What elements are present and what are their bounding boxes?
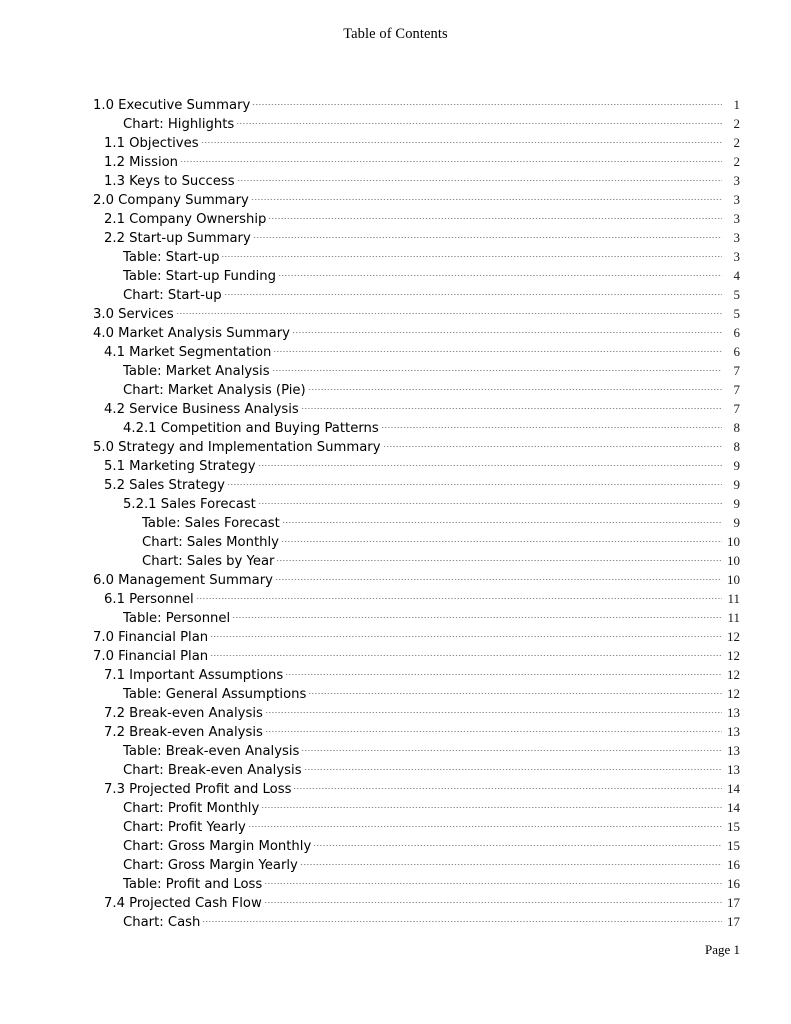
page-footer: Page 1 [704,942,740,957]
toc-entry-label: Chart: Sales Monthly [142,535,279,550]
toc-entry-page-number: 14 [727,781,740,796]
toc-entry-label: Chart: Cash [123,915,201,930]
toc-entry-page-number: 13 [727,724,740,739]
toc-dot-leader [224,280,722,299]
toc-entry-page-number: 17 [727,895,740,910]
toc-entry-page-number: 12 [727,648,740,663]
toc-entry-page-number: 10 [727,553,740,568]
toc-entry-page-number: 2 [733,154,740,169]
toc-entry-page-number: 7 [733,363,740,378]
toc-entry-page-number: 16 [727,876,740,891]
toc-entry-label: 4.1 Market Segmentation [104,345,272,360]
toc-entry-label: Table: Market Analysis [123,364,270,379]
toc-entry[interactable] [0,698,791,721]
toc-entry-page-number: 1 [733,97,740,112]
toc-entry-label: 6.1 Personnel [104,592,194,607]
toc-entry[interactable] [0,622,791,645]
toc-dot-leader [251,185,722,204]
toc-entry[interactable] [0,869,791,892]
toc-entry[interactable] [0,527,791,550]
toc-dot-leader [281,527,722,546]
toc-entry-page-number: 3 [733,211,740,226]
toc-entry-label: Table: Start-up [123,250,220,265]
toc-entry-label: Chart: Start-up [123,288,222,303]
toc-entry-label: 7.4 Projected Cash Flow [104,896,262,911]
toc-dot-leader [201,128,722,147]
toc-dot-leader [258,489,722,508]
toc-entry-page-number: 7 [733,382,740,397]
toc-entry[interactable] [0,280,791,303]
toc-dot-leader [180,147,722,166]
toc-entry[interactable] [0,432,791,455]
toc-entry-label: Chart: Highlights [123,117,235,132]
toc-dot-leader [308,375,722,394]
toc-entry[interactable] [0,565,791,588]
toc-entry-page-number: 3 [733,230,740,245]
toc-entry-label: 4.2 Service Business Analysis [104,402,299,417]
toc-dot-leader [272,356,722,375]
toc-entry-label: 1.0 Executive Summary [93,98,251,113]
toc-dot-leader [248,812,722,831]
toc-entry-page-number: 12 [727,667,740,682]
toc-entry[interactable] [0,888,791,911]
toc-dot-leader [236,109,722,128]
toc-entry-page-number: 10 [727,572,740,587]
toc-entry-label: 6.0 Management Summary [93,573,273,588]
toc-entry-page-number: 9 [733,477,740,492]
toc-dot-leader [383,432,723,451]
toc-entry-label: Table: Personnel [123,611,231,626]
toc-dot-leader [196,584,722,603]
toc-entry-label: 7.2 Break-even Analysis [104,725,263,740]
toc-entry[interactable] [0,831,791,854]
toc-dot-leader [308,679,722,698]
toc-entry-label: 2.1 Company Ownership [104,212,267,227]
toc-entry-page-number: 9 [733,458,740,473]
toc-dot-leader [304,755,722,774]
toc-entry-label: 7.0 Financial Plan [93,630,209,645]
toc-entry-page-number: 7 [733,401,740,416]
table-of-contents [0,90,791,930]
toc-entry-label: 7.2 Break-even Analysis [104,706,263,721]
toc-entry-page-number: 17 [727,914,740,929]
toc-entry-page-number: 15 [727,838,740,853]
toc-entry-page-number: 4 [733,268,740,283]
toc-dot-leader [278,261,722,280]
toc-entry-label: 5.1 Marketing Strategy [104,459,256,474]
toc-dot-leader [264,888,722,907]
toc-entry-label: Chart: Market Analysis (Pie) [123,383,306,398]
toc-dot-leader [381,413,722,432]
toc-entry-page-number: 15 [727,819,740,834]
toc-entry-label: Table: Profit and Loss [123,877,263,892]
toc-dot-leader [268,204,722,223]
toc-entry-label: Chart: Gross Margin Yearly [123,858,298,873]
toc-entry[interactable] [0,812,791,835]
toc-entry-label: Table: Sales Forecast [142,516,280,531]
toc-entry-page-number: 11 [727,610,740,625]
toc-entry-label: 7.3 Projected Profit and Loss [104,782,292,797]
toc-entry-label: 1.2 Mission [104,155,179,170]
toc-dot-leader [273,337,722,356]
toc-entry[interactable] [0,755,791,778]
toc-entry-label: 7.0 Financial Plan [93,649,209,664]
toc-entry-page-number: 8 [733,420,740,435]
toc-dot-leader [227,470,722,489]
toc-entry-page-number: 13 [727,743,740,758]
toc-entry-label: Chart: Sales by Year [142,554,275,569]
toc-dot-leader [258,451,722,470]
toc-dot-leader [301,394,722,413]
page-title: Table of Contents [343,26,448,42]
toc-dot-leader [210,622,722,641]
toc-entry-page-number: 3 [733,192,740,207]
toc-entry-label: Table: Break-even Analysis [123,744,300,759]
toc-dot-leader [300,850,722,869]
toc-entry[interactable] [0,90,791,113]
toc-entry-label: 2.0 Company Summary [93,193,249,208]
toc-entry-page-number: 13 [727,705,740,720]
toc-dot-leader [232,603,722,622]
toc-dot-leader [176,299,722,318]
toc-entry[interactable] [0,128,791,151]
toc-entry-label: Table: Start-up Funding [123,269,276,284]
toc-dot-leader [313,831,722,850]
toc-entry-label: 4.0 Market Analysis Summary [93,326,290,341]
toc-entry-label: 1.1 Objectives [104,136,199,151]
toc-dot-leader [265,717,722,736]
toc-entry-page-number: 2 [733,135,740,150]
toc-entry-page-number: 16 [727,857,740,872]
toc-dot-leader [253,223,722,242]
toc-dot-leader [237,166,722,185]
toc-dot-leader [210,641,722,660]
toc-entry[interactable] [0,508,791,531]
toc-dot-leader [202,907,722,926]
toc-entry-label: 1.3 Keys to Success [104,174,235,189]
toc-entry-page-number: 3 [733,173,740,188]
toc-dot-leader [252,90,722,109]
toc-entry-label: Chart: Profit Monthly [123,801,260,816]
toc-entry-label: 5.2 Sales Strategy [104,478,225,493]
toc-entry-page-number: 12 [727,686,740,701]
toc-entry-page-number: 6 [733,325,740,340]
toc-dot-leader [265,698,722,717]
toc-entry-page-number: 9 [733,496,740,511]
toc-entry-label: Chart: Gross Margin Monthly [123,839,312,854]
toc-entry-label: 3.0 Services [93,307,174,322]
toc-dot-leader [275,565,722,584]
toc-entry-page-number: 9 [733,515,740,530]
toc-entry-label: 4.2.1 Competition and Buying Patterns [123,421,379,436]
toc-entry-label: Chart: Break-even Analysis [123,763,302,778]
toc-entry-page-number: 14 [727,800,740,815]
toc-entry-page-number: 3 [733,249,740,264]
toc-entry-page-number: 5 [733,306,740,321]
toc-entry-label: 2.2 Start-up Summary [104,231,251,246]
toc-entry-label: 7.1 Important Assumptions [104,668,284,683]
toc-entry[interactable] [0,375,791,398]
toc-dot-leader [293,774,722,793]
toc-entry-page-number: 2 [733,116,740,131]
toc-entry[interactable] [0,774,791,797]
toc-dot-leader [264,869,722,888]
toc-entry-label: Chart: Profit Yearly [123,820,246,835]
toc-entry[interactable] [0,299,791,322]
toc-entry-label: 5.2.1 Sales Forecast [123,497,256,512]
toc-entry-page-number: 13 [727,762,740,777]
toc-entry-page-number: 11 [727,591,740,606]
toc-entry[interactable] [0,546,791,569]
toc-entry-page-number: 6 [733,344,740,359]
toc-entry[interactable] [0,394,791,417]
toc-entry-page-number: 10 [727,534,740,549]
toc-entry[interactable] [0,261,791,284]
toc-dot-leader [276,546,722,565]
toc-dot-leader [285,660,722,679]
toc-entry-label: 5.0 Strategy and Implementation Summary [93,440,381,455]
toc-dot-leader [261,793,722,812]
toc-dot-leader [301,736,722,755]
toc-entry-page-number: 8 [733,439,740,454]
toc-entry-page-number: 12 [727,629,740,644]
toc-entry-label: Table: General Assumptions [123,687,307,702]
toc-dot-leader [282,508,722,527]
toc-dot-leader [221,242,722,261]
toc-entry[interactable] [0,850,791,873]
toc-entry-page-number: 5 [733,287,740,302]
toc-dot-leader [292,318,722,337]
